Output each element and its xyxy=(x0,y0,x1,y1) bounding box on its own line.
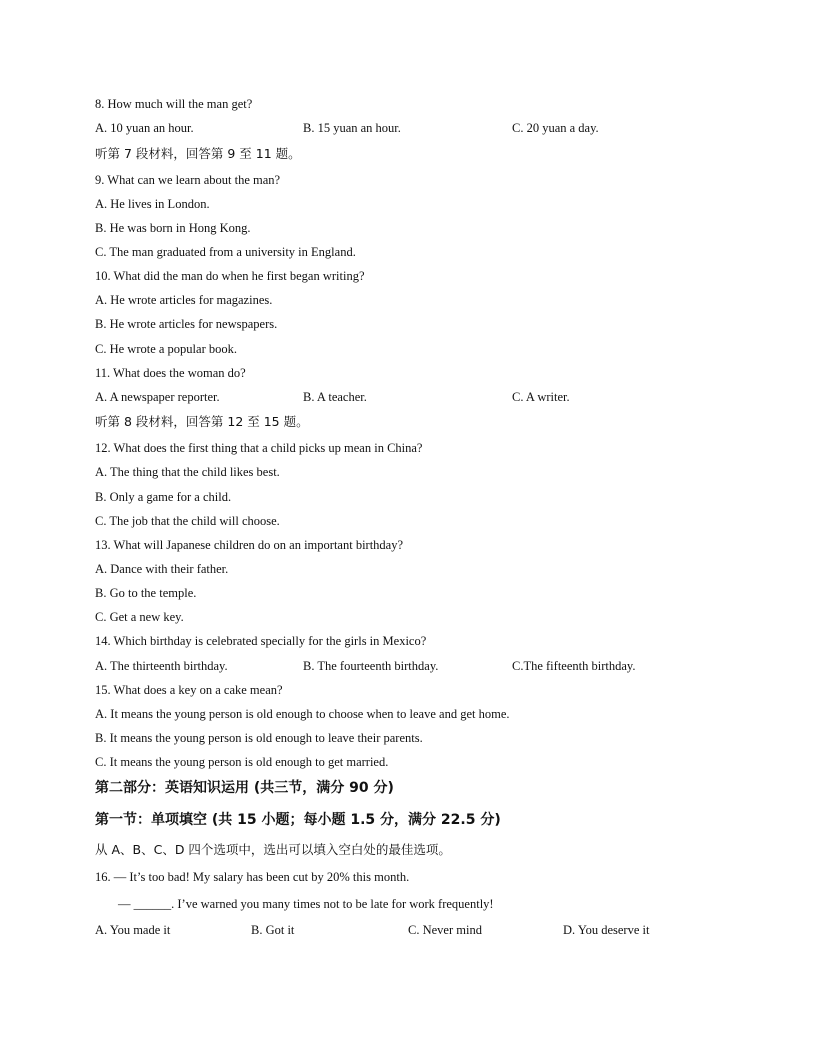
question-14: 14. Which birthday is celebrated specially for the girls in Mexico? xyxy=(95,634,427,648)
question-8-options xyxy=(95,120,735,136)
option-c: C.The fifteenth birthday. xyxy=(512,659,636,673)
question-13-option-a: A. Dance with their father. xyxy=(95,562,229,576)
question-13-option-c: C. Get a new key. xyxy=(95,610,184,624)
option-b: B. 15 yuan an hour. xyxy=(303,121,401,135)
section-7-instruction: 听第 7 段材料，回答第 9 至 11 题。 xyxy=(95,146,301,161)
question-13: 13. What will Japanese children do on an important birthday? xyxy=(95,538,404,552)
question-10-option-c: C. He wrote a popular book. xyxy=(95,342,237,356)
question-10: 10. What did the man do when he first began writing? xyxy=(95,269,365,283)
question-8: 8. How much will the man get? xyxy=(95,97,253,111)
question-16-line-2: — ______. I’ve warned you many times not to be late for work frequently! xyxy=(118,897,494,911)
question-12-option-c: C. The job that the child will choose. xyxy=(95,514,280,528)
question-16-options xyxy=(95,922,735,938)
option-b: B. A teacher. xyxy=(303,390,367,404)
question-14-options xyxy=(95,658,735,674)
question-9-option-a: A. He lives in London. xyxy=(95,197,210,211)
option-a: A. You made it xyxy=(95,923,171,937)
option-d: D. You deserve it xyxy=(563,923,650,937)
question-9: 9. What can we learn about the man? xyxy=(95,173,281,187)
part-2-heading: 第二部分：英语知识运用 (共三节，满分 90 分) xyxy=(95,780,394,796)
option-c: C. Never mind xyxy=(408,923,482,937)
question-11: 11. What does the woman do? xyxy=(95,366,246,380)
question-9-option-c: C. The man graduated from a university in England. xyxy=(95,245,356,259)
option-a: A. A newspaper reporter. xyxy=(95,390,220,404)
question-15-option-c: C. It means the young person is old enough to get married. xyxy=(95,755,389,769)
option-b: B. Got it xyxy=(251,923,295,937)
question-15: 15. What does a key on a cake mean? xyxy=(95,683,283,697)
option-c: C. 20 yuan a day. xyxy=(512,121,599,135)
option-b: B. The fourteenth birthday. xyxy=(303,659,439,673)
question-15-option-b: B. It means the young person is old enough to leave their parents. xyxy=(95,731,423,745)
question-11-options xyxy=(95,389,735,405)
section-1-heading: 第一节：单项填空 (共 15 小题；每小题 1.5 分，满分 22.5 分) xyxy=(95,812,501,828)
question-15-option-a: A. It means the young person is old enough to choose when to leave and get home. xyxy=(95,707,510,721)
question-12-option-b: B. Only a game for a child. xyxy=(95,490,232,504)
instruction-text: 从 A、B、C、D 四个选项中，选出可以填入空白处的最佳选项。 xyxy=(95,842,451,857)
question-10-option-b: B. He wrote articles for newspapers. xyxy=(95,317,278,331)
option-c: C. A writer. xyxy=(512,390,570,404)
section-8-instruction: 听第 8 段材料，回答第 12 至 15 题。 xyxy=(95,414,309,429)
question-12-option-a: A. The thing that the child likes best. xyxy=(95,465,280,479)
question-12: 12. What does the first thing that a child picks up mean in China? xyxy=(95,441,423,455)
question-13-option-b: B. Go to the temple. xyxy=(95,586,197,600)
question-9-option-b: B. He was born in Hong Kong. xyxy=(95,221,251,235)
option-a: A. The thirteenth birthday. xyxy=(95,659,228,673)
option-a: A. 10 yuan an hour. xyxy=(95,121,194,135)
question-10-option-a: A. He wrote articles for magazines. xyxy=(95,293,273,307)
question-16-line-1: 16. — It’s too bad! My salary has been cut by 20% this month. xyxy=(95,870,410,884)
